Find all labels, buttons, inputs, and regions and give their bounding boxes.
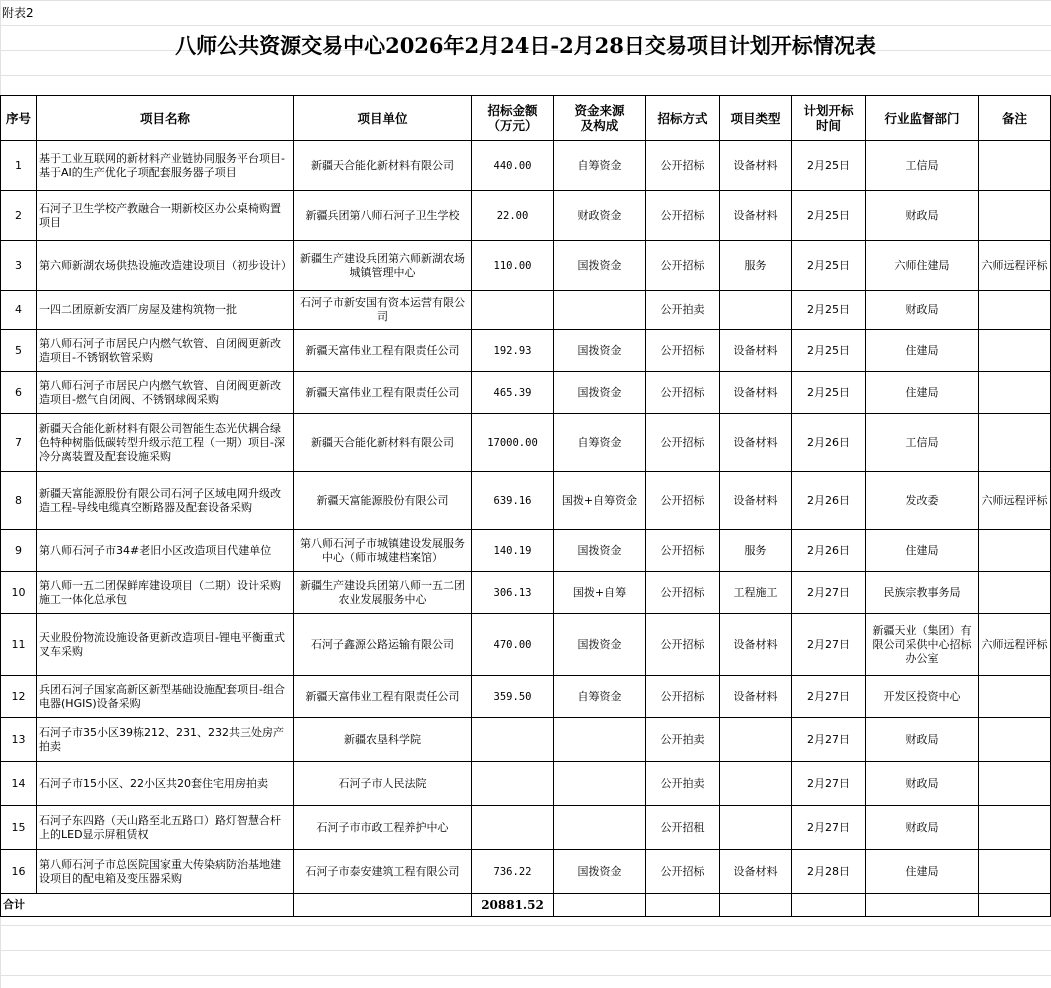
cell-method: 公开拍卖	[646, 762, 720, 806]
cell-type: 设备材料	[720, 676, 792, 718]
cell-type: 设备材料	[720, 614, 792, 676]
cell-method: 公开招标	[646, 472, 720, 530]
cell-unit: 石河子鑫源公路运输有限公司	[294, 614, 472, 676]
cell-no: 2	[1, 191, 37, 241]
bid-schedule-table	[0, 95, 1051, 917]
total-row	[1, 894, 1051, 917]
cell-note	[979, 530, 1051, 572]
cell-fund	[554, 806, 646, 850]
table-row	[1, 291, 1051, 330]
cell-unit: 新疆生产建设兵团第八师一五二团农业发展服务中心	[294, 572, 472, 614]
cell-method: 公开招标	[646, 850, 720, 894]
cell-method: 公开招标	[646, 372, 720, 414]
cell-fund: 自筹资金	[554, 414, 646, 472]
cell-unit: 石河子市人民法院	[294, 762, 472, 806]
cell-no: 4	[1, 291, 37, 330]
total-dept-cell	[866, 894, 979, 917]
cell-fund	[554, 291, 646, 330]
cell-note	[979, 806, 1051, 850]
cell-unit: 新疆天富伟业工程有限责任公司	[294, 372, 472, 414]
cell-note	[979, 141, 1051, 191]
total-unit-cell	[294, 894, 472, 917]
cell-type	[720, 762, 792, 806]
table-row	[1, 850, 1051, 894]
cell-amount	[472, 762, 554, 806]
header-fund-line1: 资金来源	[574, 103, 625, 118]
cell-dept: 开发区投资中心	[866, 676, 979, 718]
cell-dept: 财政局	[866, 718, 979, 762]
cell-unit: 新疆天合能化新材料有限公司	[294, 414, 472, 472]
cell-name: 新疆天富能源股份有限公司石河子区域电网升级改造工程-导线电缆真空断路器及配套设备采购	[37, 472, 294, 530]
cell-dept: 民族宗教事务局	[866, 572, 979, 614]
cell-dept: 财政局	[866, 806, 979, 850]
cell-no: 15	[1, 806, 37, 850]
cell-method: 公开招标	[646, 614, 720, 676]
header-date-line2: 时间	[815, 118, 841, 133]
cell-method: 公开招标	[646, 330, 720, 372]
total-fund-cell	[554, 894, 646, 917]
cell-dept: 财政局	[866, 762, 979, 806]
page-title: 八师公共资源交易中心2026年2月24日-2月28日交易项目计划开标情况表	[175, 33, 876, 58]
table-row	[1, 330, 1051, 372]
cell-date: 2月26日	[792, 414, 866, 472]
cell-date: 2月26日	[792, 530, 866, 572]
cell-date: 2月28日	[792, 850, 866, 894]
cell-fund: 财政资金	[554, 191, 646, 241]
cell-note	[979, 372, 1051, 414]
cell-fund	[554, 718, 646, 762]
cell-date: 2月27日	[792, 762, 866, 806]
cell-amount: 192.93	[472, 330, 554, 372]
cell-date: 2月25日	[792, 291, 866, 330]
cell-dept: 工信局	[866, 141, 979, 191]
cell-date: 2月25日	[792, 141, 866, 191]
cell-amount	[472, 806, 554, 850]
cell-name: 石河子卫生学校产教融合一期新校区办公桌椅购置项目	[37, 191, 294, 241]
cell-fund: 国拨资金	[554, 241, 646, 291]
cell-name: 兵团石河子国家高新区新型基础设施配套项目-组合电器(HGIS)设备采购	[37, 676, 294, 718]
cell-no: 10	[1, 572, 37, 614]
cell-fund: 国拨资金	[554, 614, 646, 676]
cell-method: 公开招标	[646, 414, 720, 472]
cell-no: 8	[1, 472, 37, 530]
table-row	[1, 676, 1051, 718]
cell-fund: 国拨+自筹	[554, 572, 646, 614]
cell-fund: 国拨资金	[554, 330, 646, 372]
cell-unit: 石河子市泰安建筑工程有限公司	[294, 850, 472, 894]
table-row	[1, 806, 1051, 850]
cell-method: 公开招租	[646, 806, 720, 850]
cell-no: 6	[1, 372, 37, 414]
cell-date: 2月27日	[792, 572, 866, 614]
cell-dept: 工信局	[866, 414, 979, 472]
cell-no: 1	[1, 141, 37, 191]
cell-amount: 140.19	[472, 530, 554, 572]
cell-name: 天业股份物流设施设备更新改造项目-锂电平衡重式叉车采购	[37, 614, 294, 676]
header-method: 招标方式	[646, 96, 720, 141]
cell-note	[979, 330, 1051, 372]
cell-amount: 465.39	[472, 372, 554, 414]
cell-type: 设备材料	[720, 372, 792, 414]
cell-amount: 359.50	[472, 676, 554, 718]
cell-note: 六师远程评标	[979, 472, 1051, 530]
cell-no: 11	[1, 614, 37, 676]
cell-type: 设备材料	[720, 141, 792, 191]
cell-no: 13	[1, 718, 37, 762]
table-row	[1, 762, 1051, 806]
cell-dept: 住建局	[866, 330, 979, 372]
cell-dept: 六师住建局	[866, 241, 979, 291]
cell-amount: 17000.00	[472, 414, 554, 472]
cell-no: 3	[1, 241, 37, 291]
cell-unit: 新疆天富伟业工程有限责任公司	[294, 676, 472, 718]
cell-type: 设备材料	[720, 472, 792, 530]
cell-note: 六师远程评标	[979, 241, 1051, 291]
cell-name: 一四二团原新安酒厂房屋及建构筑物一批	[37, 291, 294, 330]
table-row	[1, 472, 1051, 530]
cell-type: 工程施工	[720, 572, 792, 614]
cell-note	[979, 762, 1051, 806]
header-name: 项目名称	[37, 96, 294, 141]
cell-unit: 第八师石河子市城镇建设发展服务中心（师市城建档案馆）	[294, 530, 472, 572]
cell-type: 服务	[720, 530, 792, 572]
header-note: 备注	[979, 96, 1051, 141]
cell-amount: 639.16	[472, 472, 554, 530]
cell-date: 2月27日	[792, 676, 866, 718]
cell-name: 第八师一五二团保鲜库建设项目（二期）设计采购施工一体化总承包	[37, 572, 294, 614]
cell-amount	[472, 291, 554, 330]
cell-method: 公开拍卖	[646, 291, 720, 330]
table-row	[1, 414, 1051, 472]
cell-dept: 住建局	[866, 530, 979, 572]
cell-type	[720, 291, 792, 330]
cell-note	[979, 718, 1051, 762]
cell-name: 第六师新湖农场供热设施改造建设项目（初步设计）	[37, 241, 294, 291]
cell-date: 2月25日	[792, 191, 866, 241]
cell-dept: 财政局	[866, 291, 979, 330]
cell-method: 公开招标	[646, 676, 720, 718]
table-row	[1, 614, 1051, 676]
cell-amount: 736.22	[472, 850, 554, 894]
cell-type	[720, 806, 792, 850]
total-method-cell	[646, 894, 720, 917]
cell-dept: 新疆天业（集团）有限公司采供中心招标办公室	[866, 614, 979, 676]
cell-no: 9	[1, 530, 37, 572]
cell-date: 2月25日	[792, 330, 866, 372]
header-row	[1, 96, 1051, 141]
cell-amount: 306.13	[472, 572, 554, 614]
cell-fund	[554, 762, 646, 806]
table-row	[1, 141, 1051, 191]
cell-type: 设备材料	[720, 191, 792, 241]
cell-date: 2月27日	[792, 806, 866, 850]
cell-note	[979, 572, 1051, 614]
cell-fund: 国拨资金	[554, 530, 646, 572]
header-fund	[554, 96, 646, 141]
cell-unit: 新疆天合能化新材料有限公司	[294, 141, 472, 191]
cell-name: 第八师石河子市总医院国家重大传染病防治基地建设项目的配电箱及变压器采购	[37, 850, 294, 894]
cell-no: 14	[1, 762, 37, 806]
cell-unit: 新疆天富能源股份有限公司	[294, 472, 472, 530]
cell-date: 2月27日	[792, 718, 866, 762]
cell-name: 石河子市15小区、22小区共20套住宅用房拍卖	[37, 762, 294, 806]
cell-note	[979, 291, 1051, 330]
cell-no: 7	[1, 414, 37, 472]
table-row	[1, 530, 1051, 572]
cell-amount: 22.00	[472, 191, 554, 241]
cell-date: 2月25日	[792, 372, 866, 414]
cell-name: 第八师石河子市居民户内燃气软管、自闭阀更新改造项目-不锈钢软管采购	[37, 330, 294, 372]
header-amount	[472, 96, 554, 141]
cell-dept: 发改委	[866, 472, 979, 530]
cell-fund: 国拨+自筹资金	[554, 472, 646, 530]
cell-method: 公开招标	[646, 530, 720, 572]
sheet-caption: 附表2	[2, 6, 34, 20]
cell-name: 基于工业互联网的新材料产业链协同服务平台项目-基于AI的生产优化子项配套服务器子项目	[37, 141, 294, 191]
cell-date: 2月26日	[792, 472, 866, 530]
cell-name: 新疆天合能化新材料有限公司智能生态光伏耦合绿色特种树脂低碳转型升级示范工程（一期）项目-深冷分离装置及配套设施采购	[37, 414, 294, 472]
cell-name: 第八师石河子市居民户内燃气软管、自闭阀更新改造项目-燃气自闭阀、不锈钢球阀采购	[37, 372, 294, 414]
cell-fund: 国拨资金	[554, 850, 646, 894]
header-unit: 项目单位	[294, 96, 472, 141]
cell-method: 公开拍卖	[646, 718, 720, 762]
cell-method: 公开招标	[646, 241, 720, 291]
cell-no: 16	[1, 850, 37, 894]
cell-amount: 110.00	[472, 241, 554, 291]
cell-method: 公开招标	[646, 572, 720, 614]
cell-fund: 国拨资金	[554, 372, 646, 414]
cell-fund: 自筹资金	[554, 141, 646, 191]
table-row	[1, 241, 1051, 291]
total-label: 合计	[1, 894, 294, 917]
table-row	[1, 191, 1051, 241]
cell-date: 2月27日	[792, 614, 866, 676]
cell-date: 2月25日	[792, 241, 866, 291]
cell-unit: 新疆生产建设兵团第六师新湖农场城镇管理中心	[294, 241, 472, 291]
cell-note	[979, 414, 1051, 472]
cell-type: 设备材料	[720, 330, 792, 372]
cell-dept: 住建局	[866, 850, 979, 894]
cell-amount: 470.00	[472, 614, 554, 676]
table-row	[1, 718, 1051, 762]
cell-type: 服务	[720, 241, 792, 291]
header-fund-line2: 及构成	[580, 118, 619, 133]
cell-dept: 财政局	[866, 191, 979, 241]
total-date-cell	[792, 894, 866, 917]
cell-amount	[472, 718, 554, 762]
total-amount: 20881.52	[472, 894, 554, 917]
table-row	[1, 572, 1051, 614]
cell-no: 12	[1, 676, 37, 718]
header-date	[792, 96, 866, 141]
cell-unit: 新疆天富伟业工程有限责任公司	[294, 330, 472, 372]
cell-unit: 新疆兵团第八师石河子卫生学校	[294, 191, 472, 241]
cell-unit: 新疆农垦科学院	[294, 718, 472, 762]
cell-name: 石河子市35小区39栋212、231、232共三处房产拍卖	[37, 718, 294, 762]
cell-type: 设备材料	[720, 850, 792, 894]
cell-note	[979, 850, 1051, 894]
cell-note	[979, 676, 1051, 718]
total-note-cell	[979, 894, 1051, 917]
cell-fund: 自筹资金	[554, 676, 646, 718]
cell-type	[720, 718, 792, 762]
cell-dept: 住建局	[866, 372, 979, 414]
header-amount-line2: （万元）	[487, 118, 538, 133]
cell-method: 公开招标	[646, 191, 720, 241]
total-type-cell	[720, 894, 792, 917]
cell-note: 六师远程评标	[979, 614, 1051, 676]
cell-name: 石河子东四路（天山路至北五路口）路灯智慧合杆上的LED显示屏租赁权	[37, 806, 294, 850]
table-row	[1, 372, 1051, 414]
header-date-line1: 计划开标	[803, 103, 854, 118]
cell-unit: 石河子市市政工程养护中心	[294, 806, 472, 850]
cell-type: 设备材料	[720, 414, 792, 472]
cell-method: 公开招标	[646, 141, 720, 191]
cell-unit: 石河子市新安国有资本运营有限公司	[294, 291, 472, 330]
header-dept: 行业监督部门	[866, 96, 979, 141]
cell-name: 第八师石河子市34#老旧小区改造项目代建单位	[37, 530, 294, 572]
cell-no: 5	[1, 330, 37, 372]
cell-note	[979, 191, 1051, 241]
cell-amount: 440.00	[472, 141, 554, 191]
header-type: 项目类型	[720, 96, 792, 141]
header-amount-line1: 招标金额	[487, 103, 538, 118]
header-no: 序号	[1, 96, 37, 141]
